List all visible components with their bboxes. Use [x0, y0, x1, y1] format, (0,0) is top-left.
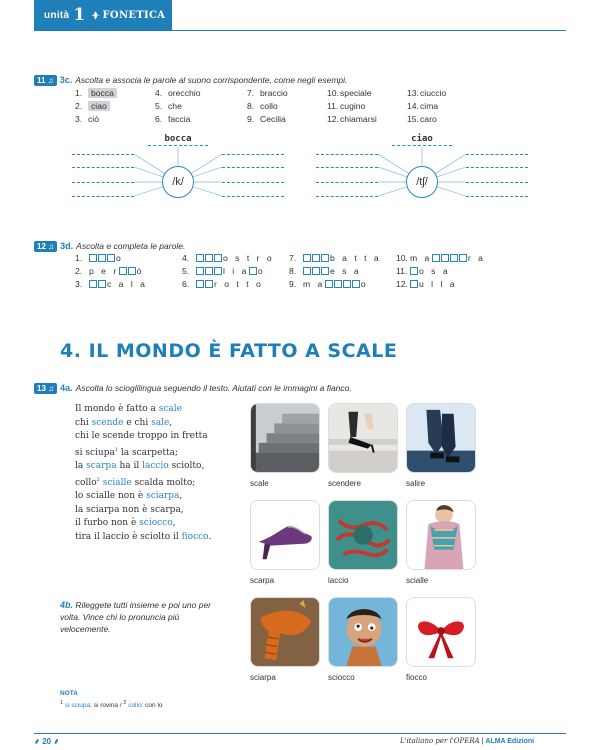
section-label: FONETICA	[102, 9, 166, 21]
fill-in-word: 7. b a t t a	[289, 253, 382, 263]
letter-box[interactable]	[334, 280, 342, 288]
silly-man-image	[328, 597, 398, 667]
section-title: 4. IL MONDO È FATTO A SCALE	[60, 340, 398, 362]
fill-in-word: 5. l i a o	[182, 266, 266, 276]
note-title: NOTA	[60, 690, 78, 697]
word-item: 5. che	[155, 101, 182, 111]
leaf-icon	[91, 11, 100, 20]
note-text: $^1$ si sciupa: si rovina / $^2$ collo: con lo	[60, 700, 163, 710]
letter-box[interactable]	[343, 280, 351, 288]
page-number: ⸙ 20 ⸙	[34, 737, 60, 746]
letter-box[interactable]	[410, 267, 418, 275]
image-caption: fiocco	[406, 673, 427, 682]
poem-line: il furbo non è sciocco,	[75, 518, 176, 528]
letter-box[interactable]	[107, 254, 115, 262]
letter-box[interactable]	[321, 254, 329, 262]
word-item: 10.speciale	[327, 88, 372, 98]
image-caption: scendere	[328, 479, 361, 488]
laces-image	[328, 500, 398, 570]
publisher-brand: L'italiano per l'OPERA | ALMA Edizioni	[400, 737, 535, 745]
fill-in-word: 1. o	[75, 253, 124, 263]
word-item: 13.ciuccio	[407, 88, 447, 98]
letter-box[interactable]	[312, 267, 320, 275]
letter-box[interactable]	[312, 254, 320, 262]
poem-line: la scarpa ha il laccio sciolto,	[75, 461, 205, 471]
unit-label: unità	[44, 9, 70, 21]
word-item: 11. cugino	[327, 101, 366, 111]
scarf-image	[250, 597, 320, 667]
sound-diagram-k	[68, 130, 288, 220]
image-caption: scale	[250, 479, 269, 488]
image-caption: sciocco	[328, 673, 355, 682]
poem-line: lo scialle non è sciarpa,	[75, 491, 183, 501]
footer-rule	[34, 733, 566, 734]
letter-box[interactable]	[325, 280, 333, 288]
unit-header-tab	[34, 0, 172, 30]
letter-box[interactable]	[410, 280, 418, 288]
poem-line: tira il laccio è sciolto il fiocco.	[75, 531, 212, 542]
fill-in-word: 6. r o t t o	[182, 279, 264, 289]
poem-line: chi le scende troppo in fretta	[75, 431, 208, 441]
bow-image	[406, 597, 476, 667]
letter-box[interactable]	[196, 280, 204, 288]
fill-in-word: 11. o s a	[396, 266, 451, 276]
ascending-stairs-image	[406, 403, 476, 473]
word-item: 15.caro	[407, 114, 437, 124]
letter-box[interactable]	[321, 267, 329, 275]
letter-box[interactable]	[98, 280, 106, 288]
unit-number: 1	[73, 5, 86, 25]
poem-line: si sciupa$^1$ la scarpetta;	[75, 446, 179, 458]
letter-box[interactable]	[196, 267, 204, 275]
letter-box[interactable]	[441, 254, 449, 262]
letter-box[interactable]	[98, 254, 106, 262]
ex3c-heading: 11 ♫ 3c. Ascolta e associa le parole al suono corrispondente, come negli esempi.	[34, 70, 347, 88]
sound-diagram-tf	[312, 130, 532, 220]
word-item: 7. braccio	[247, 88, 288, 98]
fill-in-word: 12. u l l a	[396, 279, 458, 289]
example-word-bocca: bocca	[164, 134, 192, 144]
header-rule	[34, 30, 566, 31]
letter-box[interactable]	[119, 267, 127, 275]
letter-box[interactable]	[303, 267, 311, 275]
shoe-image	[250, 500, 320, 570]
letter-box[interactable]	[128, 267, 136, 275]
letter-box[interactable]	[205, 280, 213, 288]
fill-in-word: 3. c a l a	[75, 279, 148, 289]
ex4a-heading: 13 ♫ 4a. Ascolta lo scioglilingua seguendo il testo. Aiutati con le immagini a fianco.	[34, 378, 352, 396]
letter-box[interactable]	[89, 254, 97, 262]
poem-line: la sciarpa non è scarpa,	[75, 504, 184, 515]
fill-in-word: 2. p e r ò	[75, 266, 144, 276]
letter-box[interactable]	[205, 254, 213, 262]
image-caption: laccio	[328, 576, 349, 585]
word-item: 2. ciao	[75, 101, 110, 111]
poem-line: collo$^2$ scialle scalda molto;	[75, 476, 196, 488]
fill-in-word: 10. m a r a	[396, 253, 486, 263]
letter-box[interactable]	[450, 254, 458, 262]
letter-box[interactable]	[249, 267, 257, 275]
tongue-twister-text	[75, 403, 245, 544]
image-caption: sciarpa	[250, 673, 276, 682]
letter-box[interactable]	[303, 254, 311, 262]
word-item: 1. bocca	[75, 88, 117, 98]
letter-box[interactable]	[196, 254, 204, 262]
example-word-ciao: ciao	[411, 134, 433, 144]
word-item: 12.chiamarsi	[327, 114, 377, 124]
audio-track-badge[interactable]: 11 ♫	[34, 75, 57, 86]
letter-box[interactable]	[352, 280, 360, 288]
letter-box[interactable]	[214, 267, 222, 275]
poem-line: chi scende e chi sale,	[75, 417, 173, 428]
letter-box[interactable]	[432, 254, 440, 262]
letter-box[interactable]	[459, 254, 467, 262]
shawl-image	[406, 500, 476, 570]
letter-box[interactable]	[214, 254, 222, 262]
audio-track-badge[interactable]: 12 ♫	[34, 241, 57, 252]
word-item: 14.cima	[407, 101, 439, 111]
poem-line: Il mondo è fatto a scale	[75, 404, 182, 414]
fill-in-word: 8. e s a	[289, 266, 362, 276]
image-caption: salire	[406, 479, 426, 488]
fill-in-word: 9. m a o	[289, 279, 369, 289]
ex3d-heading: 12 ♫ 3d. Ascolta e completa le parole.	[34, 236, 185, 254]
word-item: 3. ciò	[75, 114, 99, 124]
stairs-image	[250, 403, 320, 473]
fill-in-word: 4. o s t r o	[182, 253, 275, 263]
word-item: 8. collo	[247, 101, 278, 111]
word-item: 9. Cecilia	[247, 114, 286, 124]
image-caption: scialle	[406, 576, 429, 585]
descending-stairs-image	[328, 403, 398, 473]
sound-circle-tf: /tʃ/	[406, 166, 438, 198]
word-item: 4. orecchio	[155, 88, 201, 98]
image-caption: scarpa	[250, 576, 275, 585]
sound-circle-k: /k/	[162, 166, 194, 198]
word-item: 6. faccia	[155, 114, 191, 124]
letter-box[interactable]	[89, 280, 97, 288]
audio-track-badge[interactable]: 13 ♫	[34, 383, 57, 394]
letter-box[interactable]	[205, 267, 213, 275]
ex4b-instruction: 4b. Rileggete tutti insieme e poi uno per volta. Vince chi lo pronuncia più velocemente.	[60, 600, 212, 634]
